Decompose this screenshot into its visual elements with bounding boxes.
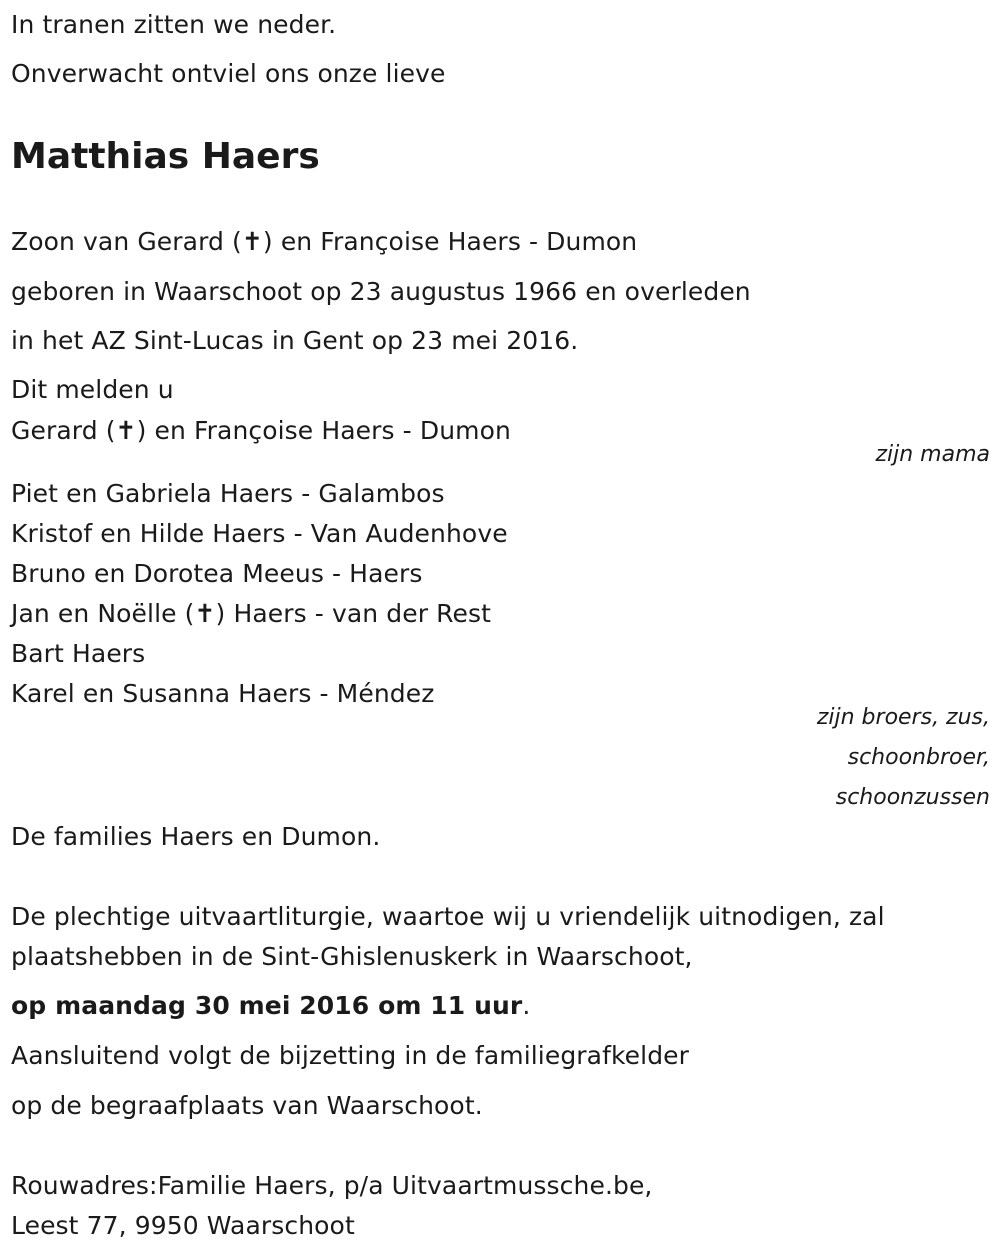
- siblings-role-line-2: schoonbroer,: [847, 745, 990, 770]
- announce-intro: Dit melden u: [11, 375, 174, 404]
- parents-role-label: zijn mama: [875, 442, 990, 467]
- address-line-2: Leest 77, 9950 Waarschoot: [11, 1211, 355, 1240]
- ceremony-line-2: plaatshebben in de Sint-Ghislenuskerk in Waarschoot,: [11, 942, 693, 971]
- intro-line-2: Onverwacht ontviel ons onze lieve: [11, 59, 446, 88]
- announce-parents: Gerard (✝) en Françoise Haers - Dumon: [11, 416, 511, 445]
- ceremony-date-line: [11, 991, 530, 1021]
- bio-line-1: Zoon van Gerard (✝) en Françoise Haers - Dumon: [11, 227, 638, 256]
- deceased-name: Matthias Haers: [11, 136, 320, 177]
- sibling-line: Jan en Noëlle (✝) Haers - van der Rest: [11, 599, 492, 628]
- sibling-line: Piet en Gabriela Haers - Galambos: [11, 479, 445, 508]
- ceremony-date: op maandag 30 mei 2016 om 11 uur: [11, 991, 523, 1020]
- sibling-line: Bart Haers: [11, 639, 146, 668]
- bio-line-2: geboren in Waarschoot op 23 augustus 1966 en overleden: [11, 277, 751, 306]
- siblings-role-line-3: schoonzussen: [835, 785, 990, 810]
- bio-line-3: in het AZ Sint-Lucas in Gent op 23 mei 2016.: [11, 326, 579, 355]
- ceremony-line-4: Aansluitend volgt de bijzetting in de familiegrafkelder: [11, 1041, 690, 1070]
- siblings-role-line-1: zijn broers, zus,: [816, 705, 990, 730]
- sibling-line: Kristof en Hilde Haers - Van Audenhove: [11, 519, 508, 548]
- ceremony-line-5: op de begraafplaats van Waarschoot.: [11, 1091, 483, 1120]
- sibling-line: Karel en Susanna Haers - Méndez: [11, 679, 435, 708]
- intro-line-1: In tranen zitten we neder.: [11, 10, 337, 39]
- address-line-1: Rouwadres:Familie Haers, p/a Uitvaartmussche.be,: [11, 1171, 653, 1200]
- ceremony-date-suffix: .: [522, 991, 531, 1020]
- ceremony-line-1: De plechtige uitvaartliturgie, waartoe wij u vriendelijk uitnodigen, zal: [11, 902, 885, 931]
- sibling-line: Bruno en Dorotea Meeus - Haers: [11, 559, 423, 588]
- families-line: De families Haers en Dumon.: [11, 822, 381, 851]
